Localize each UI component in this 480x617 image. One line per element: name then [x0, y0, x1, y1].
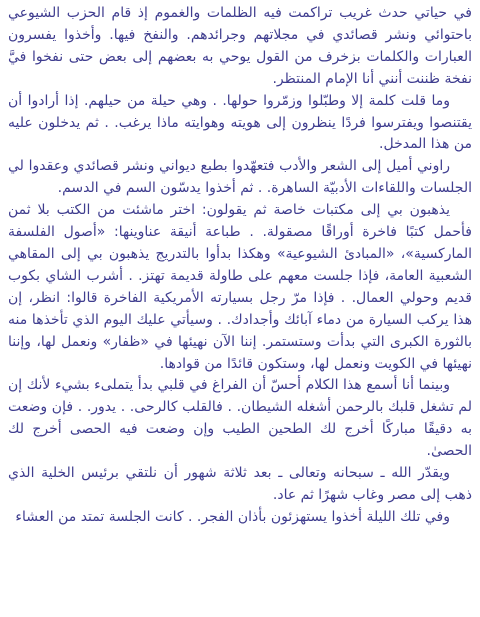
paragraph-7: وفي تلك الليلة أخذوا يستهزئون بأذان الفجر. . كانت الجلسة تمتد من العشاء: [15, 508, 450, 525]
paragraph-6: ويقدّر الله ـ سبحانه وتعالى ـ بعد ثلاثة شهور أن نلتقي برئيس الخلية الذي ذهب إلى مصر وغاب شهرًا ثم عاد.: [8, 465, 472, 503]
paragraph-4: يذهبون بي إلى مكتبات خاصة ثم يقولون: اختر ماشئت من الكتب بلا ثمن فأحمل كتبًا فاخرة أوراقًا مصقولة. . طباعة أنيقة عناوينها: «أصول الفلسفة الماركسية»، «المبادئ الشيوعية» وهكذا بدأوا بالتدريج يذهبون بي إلى المقاهي الشعبية العامة، فإذا جلست معهم على طاولة قديمة تهتز. . أشرب الشاي بكوب قديم وحولي العمال. . فإذا مرّ رجل بسيارته الأمريكية الفاخرة قالوا: انظر، إن هذا يركب السيارة من دماء آبائك وأجدادك. . وسيأتي عليك اليوم الذي تأخذها منه بالثورة الكبرى التي بدأت وستستمر. إننا الآن نهيئها في «ظفار» ونعمل لها، وإننا نهيئها في الكويت ونعمل لها، وستكون قائدًا من قوادها.: [8, 202, 472, 372]
paragraph-2: وما قلت كلمة إلا وطبّلوا وزمّروا حولها. . وهي حيلة من حيلهم. إذا أرادوا أن يقتنصوا ويفترسوا فردًا ينظرون إلى هويته وهوايته ماذا يرغب. . ثم يدخلون عليه من هذا المدخل.: [8, 92, 472, 153]
paragraph-3: راوني أميل إلى الشعر والأدب فتعهّدوا بطبع ديواني ونشر قصائدي وعقدوا لي الجلسات واللقاءات الأدبيّة الساهرة. . ثم أخذوا يدسّون السم في الدسم.: [8, 158, 472, 197]
paragraph-5: وبينما أنا أسمع هذا الكلام أحسّ أن الفراغ في قلبي بدأ يتملىء بشيء لأنك إن لم تشغل قلبك بالرحمن أشغله الشيطان. . فالقلب كالرحى. . يدور. . فإن وضعت به دقيقًا مباركًا أخرج لك الطحين الطيب وإن وضعت فيه الحصى أخرج لك الحصىٰ.: [8, 377, 472, 460]
paragraph-1: في حياتي حدث غريب تراكمت فيه الظلمات والغموم إذ قام الحزب الشيوعي باحتوائي ونشر قصائدي في مجلاتهم وجرائدهم. والنفخ فيها. وأخذوا يفسرون العبارات والكلمات بزخرف من القول يوحي به بعضهم إلى بعض حتى نفخوا فيَّ نفخة ظننت أنني أنا الإمام المنتظر.: [8, 5, 472, 87]
